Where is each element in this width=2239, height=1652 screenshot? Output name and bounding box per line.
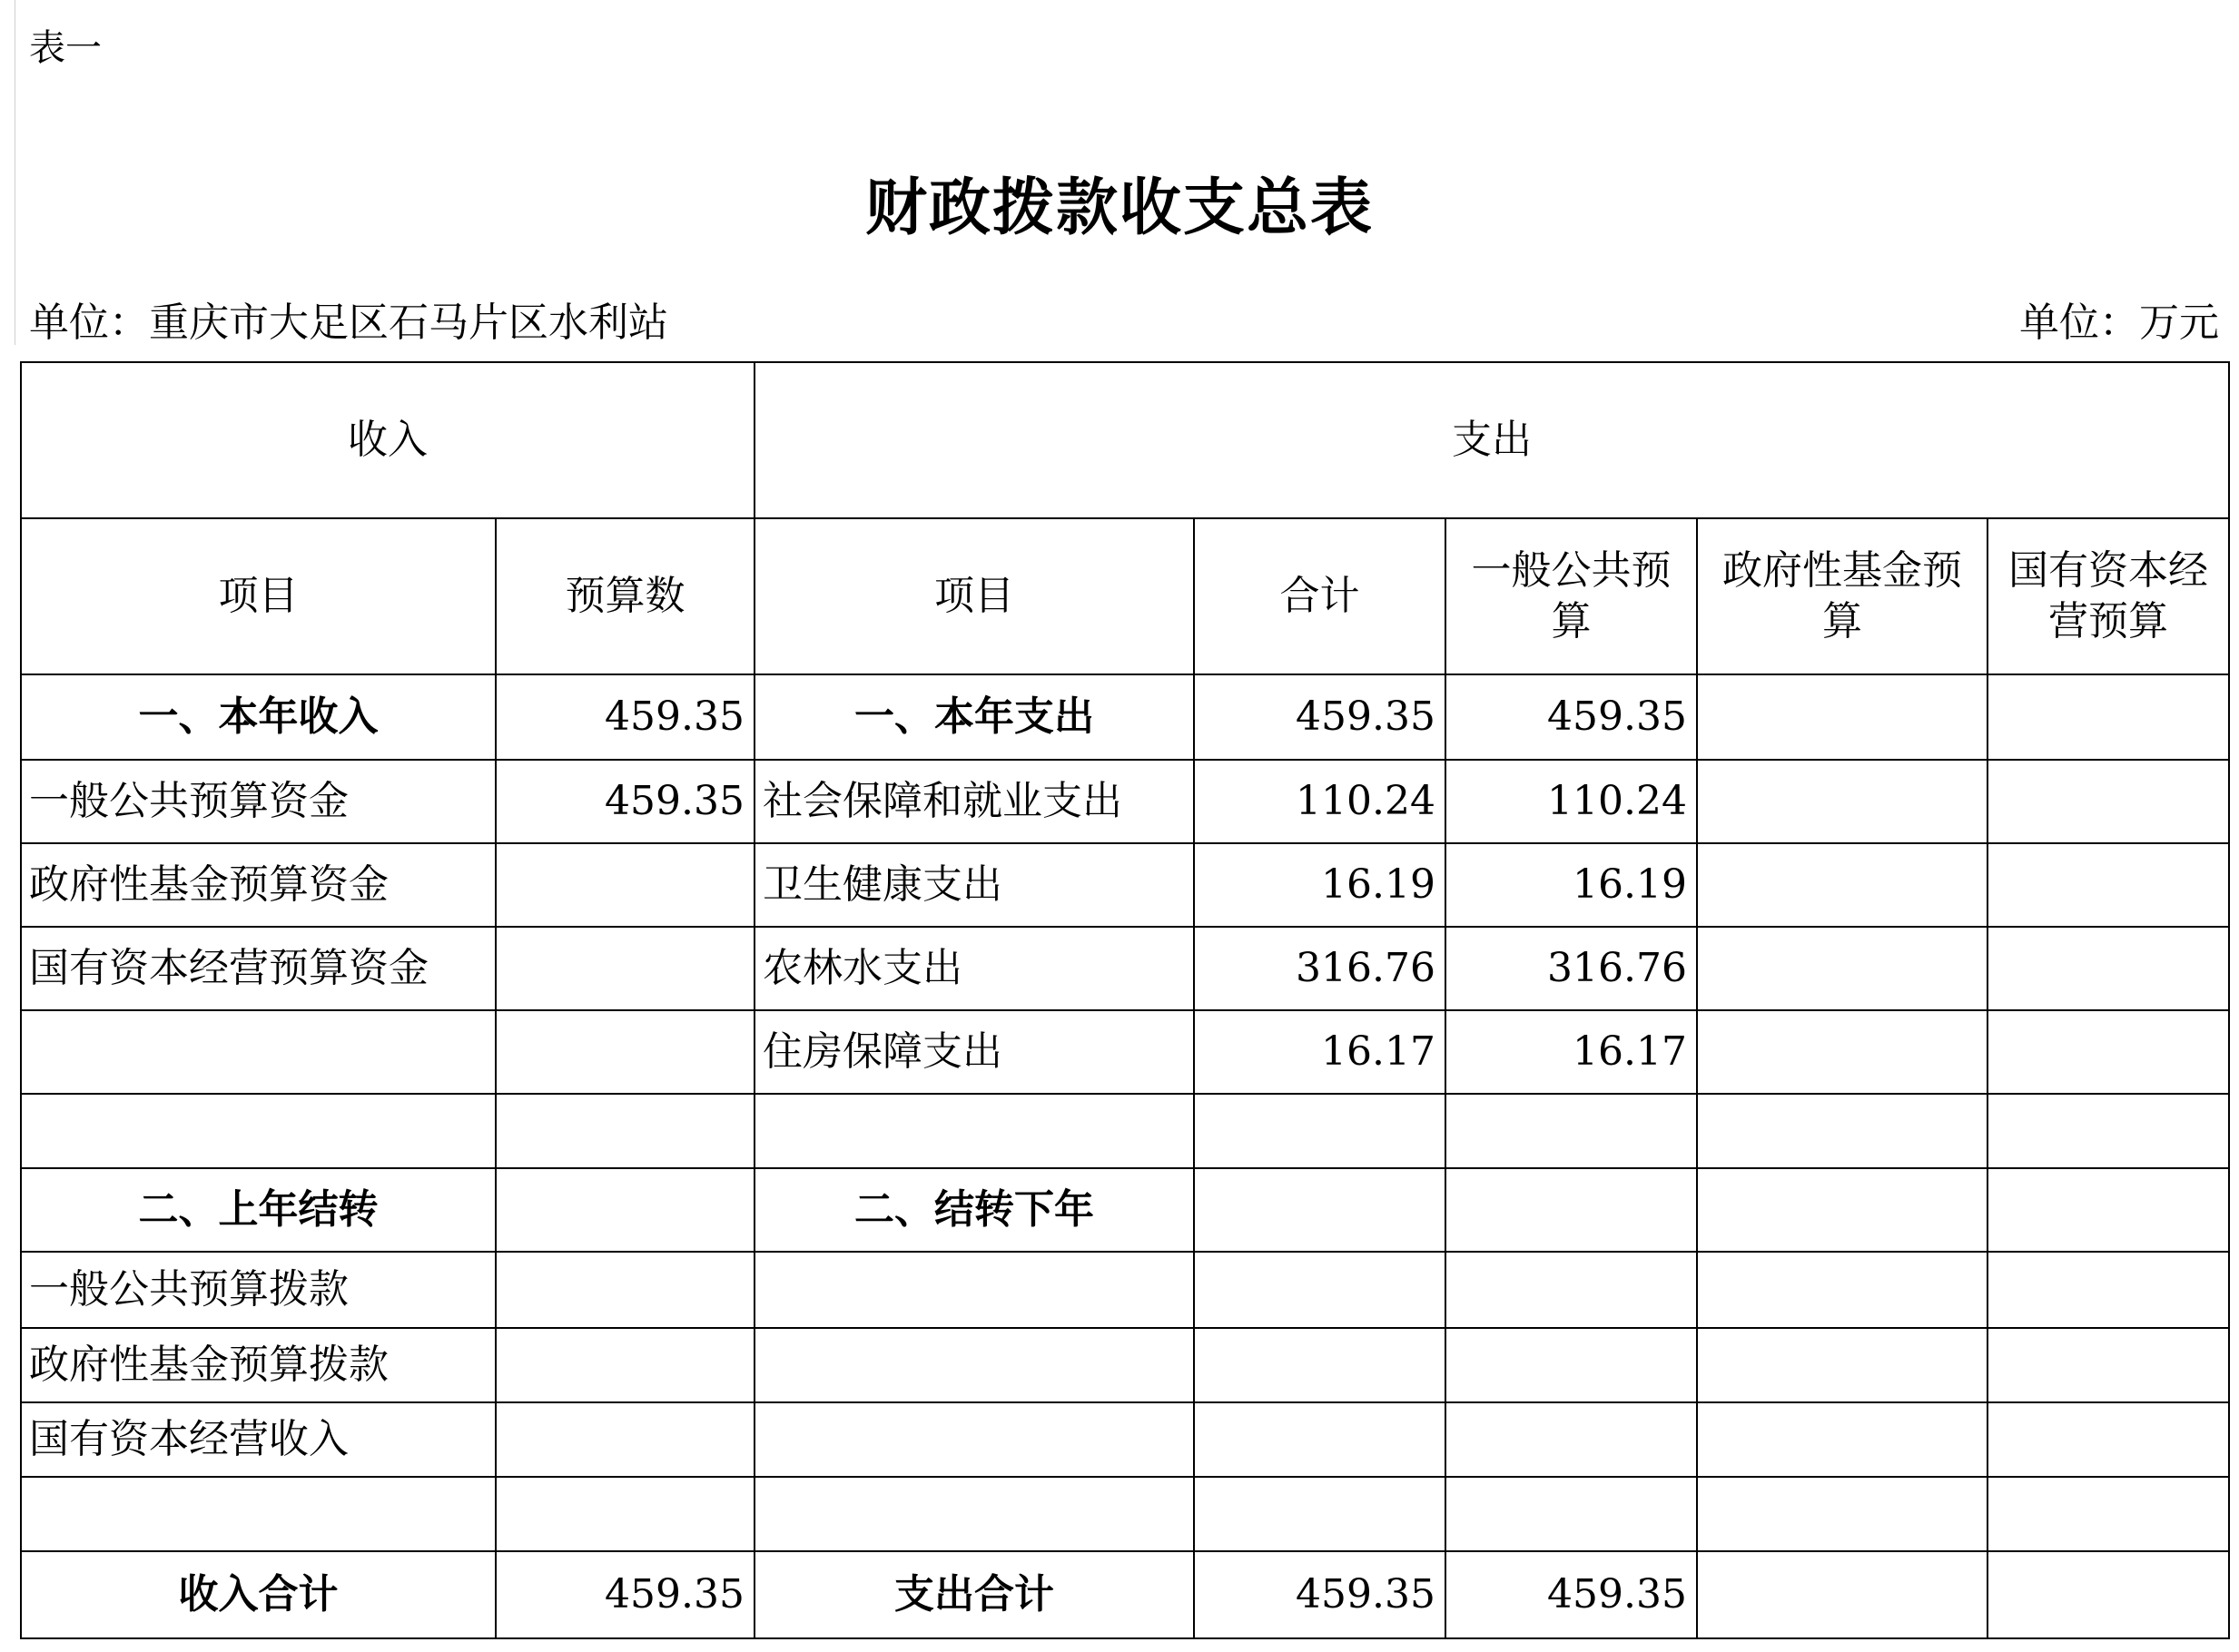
- header-expense: 支出: [755, 362, 2229, 518]
- expense-general: [1445, 1094, 1697, 1168]
- expense-general: [1445, 1328, 1697, 1402]
- income-item: 政府性基金预算拨款: [21, 1328, 496, 1402]
- income-budget: [496, 1252, 755, 1328]
- expense-general: 459.35: [1445, 1551, 1697, 1638]
- income-budget: [496, 1328, 755, 1402]
- expense-fund: [1697, 1477, 1987, 1551]
- expense-item: [755, 1402, 1194, 1477]
- expense-fund: [1697, 1010, 1987, 1094]
- expense-total: 16.19: [1194, 843, 1445, 927]
- table-row: [21, 927, 2229, 1010]
- expense-fund: [1697, 1402, 1987, 1477]
- income-item: 收入合计: [21, 1551, 496, 1638]
- table-row: [21, 760, 2229, 843]
- expense-general: [1445, 1168, 1697, 1252]
- table-row: [21, 1402, 2229, 1477]
- expense-capital: [1987, 843, 2229, 927]
- income-budget: 459.35: [496, 1551, 755, 1638]
- expense-item: 二、结转下年: [755, 1168, 1194, 1252]
- income-item: 一般公共预算拨款: [21, 1252, 496, 1328]
- expense-general: 16.19: [1445, 843, 1697, 927]
- header-income: 收入: [21, 362, 755, 518]
- expense-fund: [1697, 843, 1987, 927]
- table-row: [21, 674, 2229, 760]
- income-budget: [496, 1094, 755, 1168]
- expense-item: [755, 1328, 1194, 1402]
- expense-total: 16.17: [1194, 1010, 1445, 1094]
- income-item: [21, 1477, 496, 1551]
- expense-fund: [1697, 1551, 1987, 1638]
- income-budget: [496, 1402, 755, 1477]
- table-row: [21, 1252, 2229, 1328]
- header-general-budget: 一般公共预算: [1445, 518, 1697, 674]
- expense-capital: [1987, 1328, 2229, 1402]
- expense-general: 16.17: [1445, 1010, 1697, 1094]
- expense-capital: [1987, 927, 2229, 1010]
- header-income-budget: 预算数: [496, 518, 755, 674]
- income-item: [21, 1094, 496, 1168]
- expense-item: 社会保障和就业支出: [755, 760, 1194, 843]
- fiscal-summary-table: [20, 361, 2230, 1639]
- expense-item: 一、本年支出: [755, 674, 1194, 760]
- income-item: 国有资本经营收入: [21, 1402, 496, 1477]
- income-item: 一般公共预算资金: [21, 760, 496, 843]
- header-expense-item: 项目: [755, 518, 1194, 674]
- table-row: [21, 843, 2229, 927]
- table-row: [21, 1094, 2229, 1168]
- expense-fund: [1697, 760, 1987, 843]
- expense-total: 110.24: [1194, 760, 1445, 843]
- table-row: [21, 1477, 2229, 1551]
- income-budget: [496, 1168, 755, 1252]
- expense-capital: [1987, 1010, 2229, 1094]
- expense-capital: [1987, 674, 2229, 760]
- expense-general: 110.24: [1445, 760, 1697, 843]
- expense-total: [1194, 1094, 1445, 1168]
- expense-capital: [1987, 1094, 2229, 1168]
- table-row: [21, 1010, 2229, 1094]
- expense-total: 459.35: [1194, 1551, 1445, 1638]
- expense-total: [1194, 1168, 1445, 1252]
- header-gov-fund: 政府性基金预算: [1697, 518, 1987, 674]
- unit-organization: 单位：重庆市大足区石马片区水利站: [29, 300, 668, 346]
- income-item: 政府性基金预算资金: [21, 843, 496, 927]
- expense-total: 316.76: [1194, 927, 1445, 1010]
- expense-total: [1194, 1477, 1445, 1551]
- table-row: [21, 1168, 2229, 1252]
- unit-currency: 单位：万元: [2019, 300, 2219, 346]
- income-budget: [496, 1010, 755, 1094]
- expense-capital: [1987, 760, 2229, 843]
- expense-capital: [1987, 1252, 2229, 1328]
- income-budget: [496, 927, 755, 1010]
- expense-capital: [1987, 1168, 2229, 1252]
- page-title: 财政拨款收支总表: [864, 172, 1374, 244]
- expense-item: 农林水支出: [755, 927, 1194, 1010]
- expense-item: 支出合计: [755, 1551, 1194, 1638]
- header-row-columns: [21, 518, 2229, 674]
- expense-item: 住房保障支出: [755, 1010, 1194, 1094]
- header-state-capital: 国有资本经营预算: [1987, 518, 2229, 674]
- income-item: 二、上年结转: [21, 1168, 496, 1252]
- expense-capital: [1987, 1402, 2229, 1477]
- expense-general: 459.35: [1445, 674, 1697, 760]
- expense-item: [755, 1477, 1194, 1551]
- income-item: 一、本年收入: [21, 674, 496, 760]
- header-income-item: 项目: [21, 518, 496, 674]
- header-row-groups: [21, 362, 2229, 518]
- expense-total: 459.35: [1194, 674, 1445, 760]
- header-total: 合计: [1194, 518, 1445, 674]
- expense-fund: [1697, 927, 1987, 1010]
- income-budget: [496, 1477, 755, 1551]
- expense-general: [1445, 1477, 1697, 1551]
- expense-total: [1194, 1402, 1445, 1477]
- expense-fund: [1697, 1094, 1987, 1168]
- income-budget: [496, 843, 755, 927]
- expense-item: [755, 1094, 1194, 1168]
- table-label: 表一: [29, 27, 102, 69]
- expense-capital: [1987, 1551, 2229, 1638]
- income-budget: 459.35: [496, 760, 755, 843]
- expense-capital: [1987, 1477, 2229, 1551]
- expense-item: 卫生健康支出: [755, 843, 1194, 927]
- expense-general: 316.76: [1445, 927, 1697, 1010]
- expense-general: [1445, 1402, 1697, 1477]
- table-row: [21, 1328, 2229, 1402]
- table-row-total: [21, 1551, 2229, 1638]
- expense-total: [1194, 1328, 1445, 1402]
- expense-fund: [1697, 1168, 1987, 1252]
- income-item: 国有资本经营预算资金: [21, 927, 496, 1010]
- expense-fund: [1697, 674, 1987, 760]
- income-item: [21, 1010, 496, 1094]
- expense-total: [1194, 1252, 1445, 1328]
- expense-item: [755, 1252, 1194, 1328]
- expense-fund: [1697, 1328, 1987, 1402]
- income-budget: 459.35: [496, 674, 755, 760]
- expense-general: [1445, 1252, 1697, 1328]
- expense-fund: [1697, 1252, 1987, 1328]
